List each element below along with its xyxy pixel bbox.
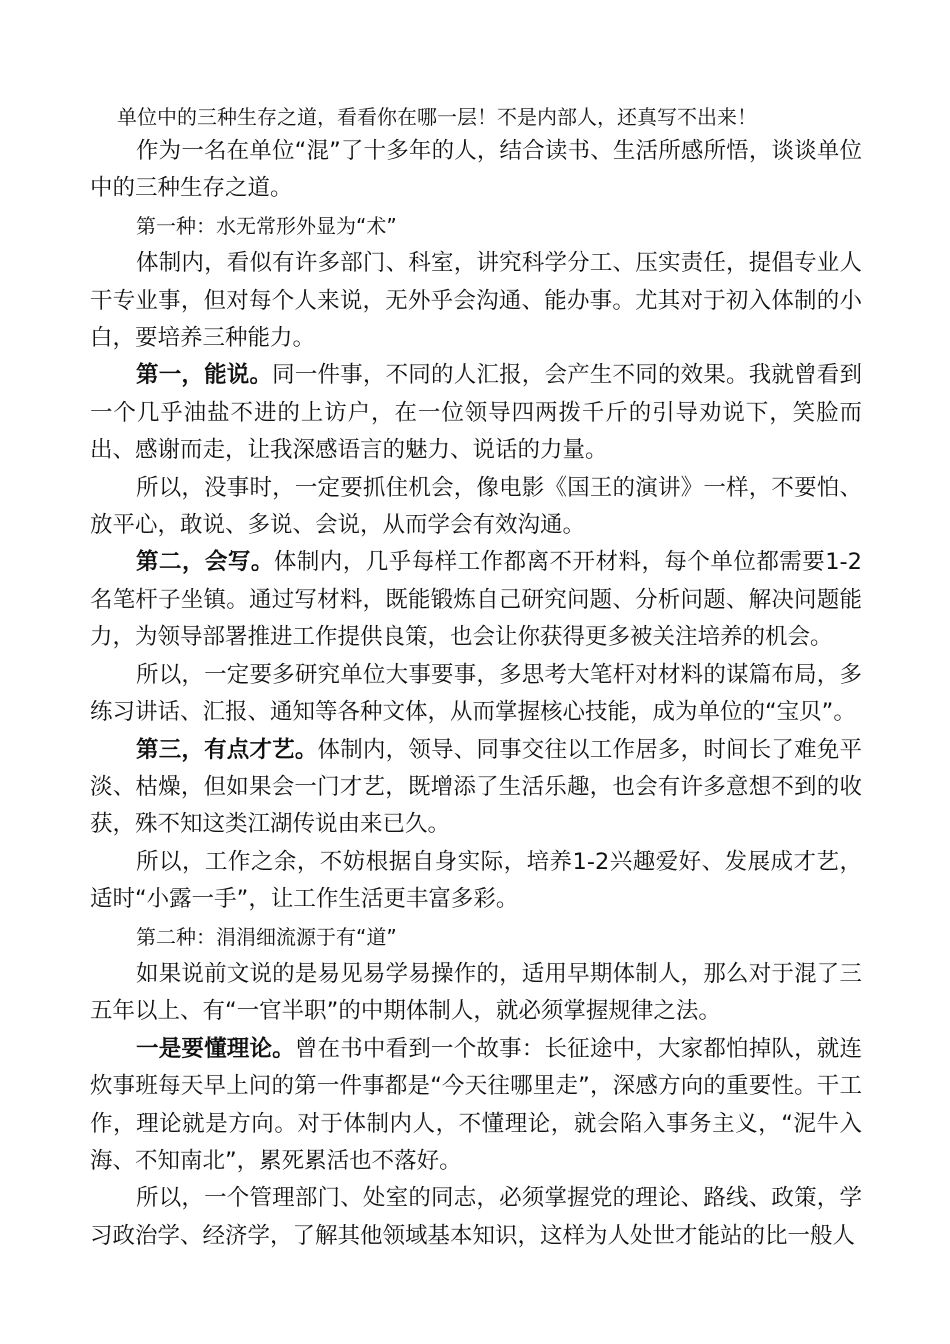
paragraph-text: 所以，没事时，一定要抓住机会，像电影《国王的演讲》一样，不要怕、放平心，敢说、多说、会说，从而学会有效沟通。 xyxy=(90,474,862,539)
article-body xyxy=(90,133,862,1255)
paragraph-text: 曾在书中看到一个故事：长征途中，大家都怕掉队，就连炊事班每天早上问的第一件事都是“今天往哪里走”，深感方向的重要性。干工作，理论就是方向。对于体制内人，不懂理论，就会陷入事务主义，“泥牛入海、不知南北”，累死累活也不落好。 xyxy=(90,1035,862,1174)
paragraph-text: 体制内，几乎每样工作都离不开材料，每个单位都需要1-2名笔杆子坐镇。通过写材料，既能锻炼自己研究问题、分析问题、解决问题能力，为领导部署推进工作提供良策，也会让你获得更多被关注培养的机会。 xyxy=(90,549,862,651)
paragraph xyxy=(90,1031,862,1181)
paragraph-lead: 第三，有点才艺。 xyxy=(136,736,318,763)
paragraph xyxy=(90,470,862,545)
paragraph-text: 第二种：涓涓细流源于有“道” xyxy=(136,924,397,949)
paragraph xyxy=(90,657,862,732)
paragraph-text: 所以，一个管理部门、处室的同志，必须掌握党的理论、路线、政策，学习政治学、经济学，了解其他领域基本知识，这样为人处世才能站的比一般人 xyxy=(90,1185,862,1249)
paragraph xyxy=(90,544,862,656)
paragraph-lead: 第一，能说。 xyxy=(136,362,273,389)
paragraph xyxy=(90,357,862,469)
paragraph-text: 如果说前文说的是易见易学易操作的，适用早期体制人，那么对于混了三五年以上、有“一官半职”的中期体制人，就必须掌握规律之法。 xyxy=(90,960,862,1025)
paragraph xyxy=(90,844,862,919)
paragraph xyxy=(90,1180,862,1255)
section-heading xyxy=(90,208,862,245)
paragraph-text: 体制内，领导、同事交往以工作居多，时间长了难免平淡、枯燥，但如果会一门才艺，既增添了生活乐趣，也会有许多意想不到的收获，殊不知这类江湖传说由来已久。 xyxy=(90,736,862,838)
section-heading xyxy=(90,919,862,956)
article-title: 单位中的三种生存之道，看看你在哪一层！不是内部人，还真写不出来！ xyxy=(117,105,757,129)
paragraph-text: 第一种：水无常形外显为“术” xyxy=(136,213,397,238)
paragraph-text: 作为一名在单位“混”了十多年的人，结合读书、生活所感所悟，谈谈单位中的三种生存之道。 xyxy=(90,138,862,202)
paragraph-text: 体制内，看似有许多部门、科室，讲究科学分工、压实责任，提倡专业人干专业事，但对每个人来说，无外乎会沟通、能办事。尤其对于初入体制的小白，要培养三种能力。 xyxy=(90,250,862,352)
paragraph xyxy=(90,956,862,1031)
paragraph-text: 所以，工作之余，不妨根据自身实际，培养1-2兴趣爱好、发展成才艺，适时“小露一手”，让工作生活更丰富多彩。 xyxy=(90,848,862,913)
paragraph-text: 同一件事，不同的人汇报，会产生不同的效果。我就曾看到一个几乎油盐不进的上访户，在一位领导四两拨千斤的引导劝说下，笑脸而出、感谢而走，让我深感语言的魅力、说话的力量。 xyxy=(90,362,862,464)
paragraph xyxy=(90,732,862,844)
paragraph xyxy=(90,245,862,357)
paragraph-lead: 第二，会写。 xyxy=(136,549,274,576)
paragraph-text: 所以，一定要多研究单位大事要事，多思考大笔杆对材料的谋篇布局，多练习讲话、汇报、通知等各种文体，从而掌握核心技能，成为单位的“宝贝”。 xyxy=(90,661,862,726)
paragraph xyxy=(90,133,862,208)
paragraph-lead: 一是要懂理论。 xyxy=(136,1035,295,1062)
